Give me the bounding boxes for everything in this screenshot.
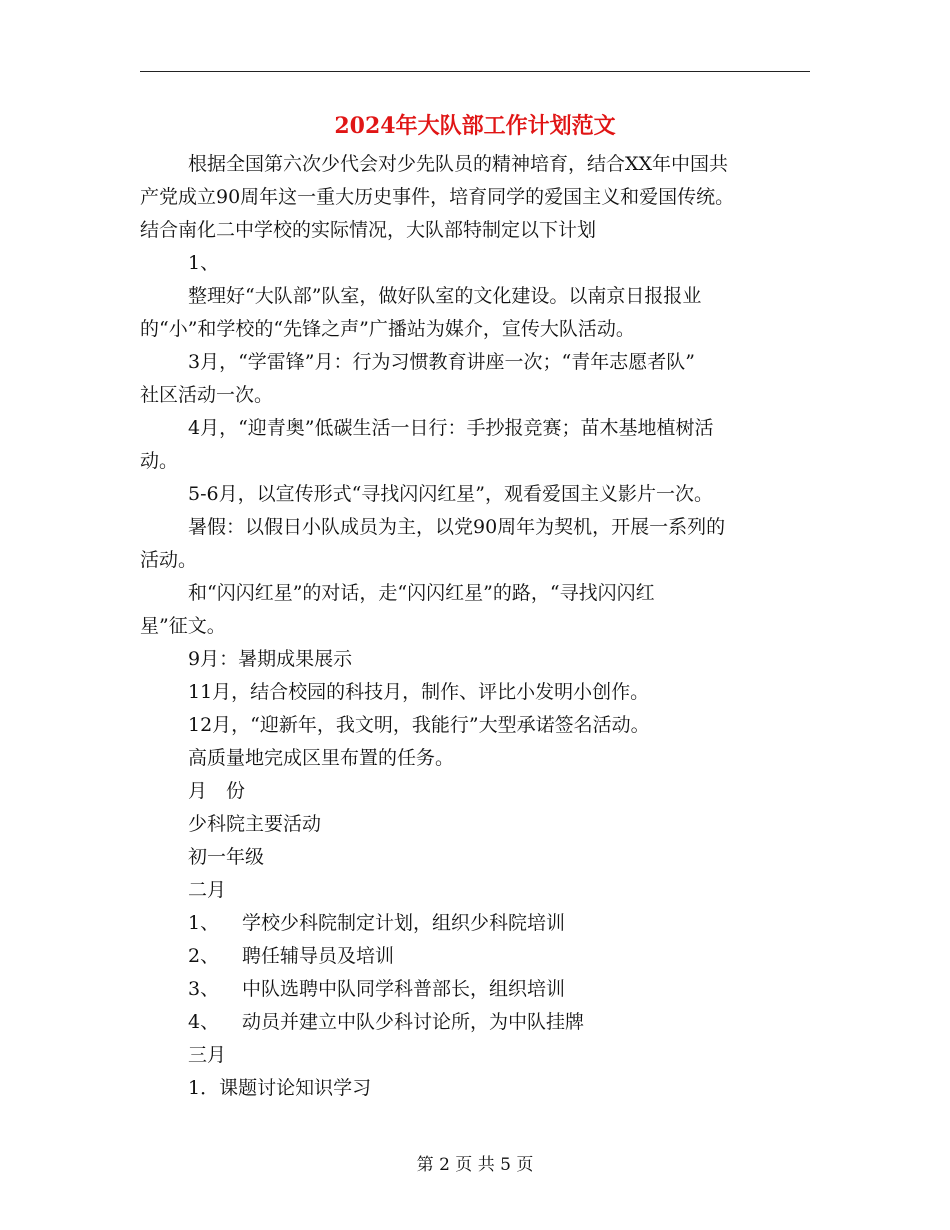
paragraph-line: 1．课题讨论知识学习 [188,1077,372,1099]
item-number: 2、 [188,945,220,967]
paragraph-line: 和“闪闪红星”的对话，走“闪闪红星”的路，“寻找闪闪红 [188,582,655,604]
paragraph-line: 9月：暑期成果展示 [188,648,353,670]
item-number: 3、 [188,978,220,1000]
paragraph-line: 活动。 [140,549,198,571]
item-number: 4、 [188,1011,220,1033]
document-title: 2024年大队部工作计划范文 [334,113,616,139]
header-rule [140,71,810,72]
numbered-item [140,1006,816,1039]
numbered-item [140,940,816,973]
month-label: 三月 [188,1044,227,1066]
paragraph-line: 暑假：以假日小队成员为主，以党90周年为契机，开展一系列的 [188,516,726,538]
month-label: 二月 [188,879,227,901]
grade-label: 初一年级 [188,846,265,868]
paragraph-line: 根据全国第六次少代会对少先队员的精神培育，结合XX年中国共 [188,153,729,175]
item-number: 1、 [188,912,220,934]
paragraph-line: 星”征文。 [140,615,226,637]
paragraph-line: 结合南化二中学校的实际情况，大队部特制定以下计划 [140,219,597,241]
paragraph-line: 产党成立90周年这一重大历史事件，培育同学的爱国主义和爱国传统。 [140,186,735,208]
paragraph-line: 3月，“学雷锋”月：行为习惯教育讲座一次；“青年志愿者队” [188,351,695,373]
paragraph-line: 整理好“大队部”队室，做好队室的文化建设。以南京日报报业 [188,285,702,307]
table-header-month: 月 份 [188,780,246,802]
paragraph-line: 12月，“迎新年，我文明，我能行”大型承诺签名活动。 [188,714,650,736]
item-text: 学校少科院制定计划，组织少科院培训 [242,912,566,934]
paragraph-line: 动。 [140,450,179,472]
paragraph-line: 1、 [188,252,220,274]
item-text: 中队选聘中队同学科普部长，组织培训 [242,978,566,1000]
numbered-item [140,973,816,1006]
paragraph-line: 4月，“迎青奥”低碳生活一日行：手抄报竞赛；苗木基地植树活 [188,417,714,439]
item-text: 聘任辅导员及培训 [242,945,395,967]
page-footer: 第 2 页 共 5 页 [416,1155,534,1175]
paragraph-line: 高质量地完成区里布置的任务。 [188,747,455,769]
paragraph-line: 11月，结合校园的科技月，制作、评比小发明小创作。 [188,681,650,703]
paragraph-line: 5-6月，以宣传形式“寻找闪闪红星”，观看爱国主义影片一次。 [188,483,714,505]
document-body [140,148,816,1105]
numbered-item [140,907,816,940]
paragraph-line: 的“小”和学校的“先锋之声”广播站为媒介，宣传大队活动。 [140,318,635,340]
paragraph-line: 社区活动一次。 [140,384,274,406]
item-text: 动员并建立中队少科讨论所，为中队挂牌 [242,1011,585,1033]
table-header-activity: 少科院主要活动 [188,813,322,835]
